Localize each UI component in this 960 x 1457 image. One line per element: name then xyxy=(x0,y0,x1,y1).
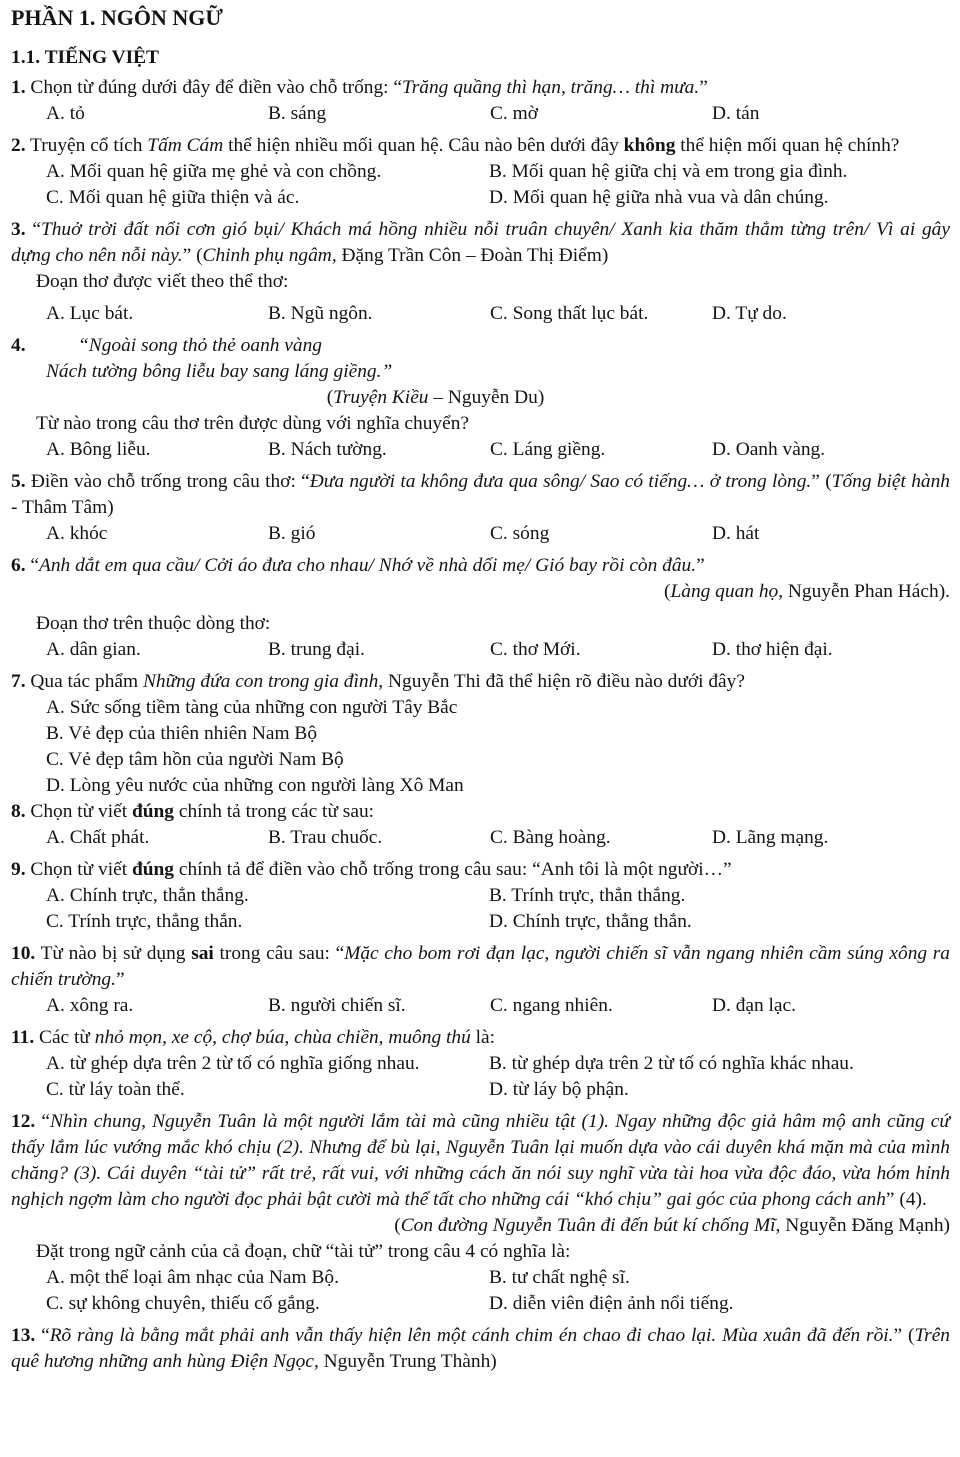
stem-text: Chọn từ viết xyxy=(25,801,132,822)
option-c[interactable]: C. Trính trực, thẳng thắn. xyxy=(46,911,243,932)
option-d[interactable]: D. Tự do. xyxy=(712,303,787,324)
question-number: 12. xyxy=(11,1111,36,1132)
option-b[interactable]: B. sáng xyxy=(268,103,327,124)
stem-text: ” ( xyxy=(182,245,203,266)
stem-quote: Mặc cho bom rơi đạn lạc, người chiến sĩ vẫn ngang nhiên cầm súng xông ra chiến trường. xyxy=(11,943,950,990)
stem-quote: Đưa người ta không đưa qua sông/ Sao có tiếng… ở trong lòng. xyxy=(309,471,812,492)
question-4-options xyxy=(11,437,950,463)
question-number: 4. xyxy=(11,335,26,356)
question-number: 6. xyxy=(11,555,26,576)
option-b[interactable]: B. người chiến sĩ. xyxy=(268,995,406,1016)
question-8-options xyxy=(11,825,950,851)
stem-text: Truyện cổ tích xyxy=(25,135,148,156)
stem-text: ” ( xyxy=(811,471,832,492)
question-11-options-row-2 xyxy=(11,1077,950,1103)
question-number: 1. xyxy=(11,77,26,98)
question-9-stem xyxy=(11,857,950,883)
option-d[interactable]: D. Lòng yêu nước của những con người làng Xô Man xyxy=(46,775,464,796)
section-title: 1.1. TIẾNG VIỆT xyxy=(11,47,159,68)
part-title: PHẦN 1. NGÔN NGỮ xyxy=(11,5,223,30)
stem-emphasis: đúng xyxy=(131,859,174,880)
stem-text: chính tả để điền vào chỗ trống trong câu sau: “Anh tôi là một người…” xyxy=(174,859,732,880)
question-5 xyxy=(11,469,950,547)
question-number: 10. xyxy=(11,943,36,964)
option-b[interactable]: B. Ngũ ngôn. xyxy=(268,303,373,324)
option-a[interactable]: A. một thể loại âm nhạc của Nam Bộ. xyxy=(46,1267,339,1288)
option-b[interactable]: B. gió xyxy=(268,523,316,544)
question-10 xyxy=(11,941,950,1019)
option-c[interactable]: C. Vẻ đẹp tâm hồn của người Nam Bộ xyxy=(46,749,344,770)
question-4-prompt: Từ nào trong câu thơ trên được dùng với nghĩa chuyển? xyxy=(36,413,470,434)
stem-text: ” ( xyxy=(893,1325,915,1346)
option-b[interactable]: B. tư chất nghệ sĩ. xyxy=(489,1267,630,1288)
stem-quote: Anh dắt em qua cầu/ Cởi áo đưa cho nhau/ Nhớ về nhà dối mẹ/ Gió bay rồi còn đâu. xyxy=(39,555,697,576)
stem-text: Các từ xyxy=(34,1027,95,1048)
question-12-options-row-1 xyxy=(11,1265,950,1291)
question-6-stem xyxy=(11,553,950,579)
option-a[interactable]: A. Mối quan hệ giữa mẹ ghẻ và con chồng. xyxy=(46,161,382,182)
option-a[interactable]: A. dân gian. xyxy=(46,639,141,660)
question-13-stem xyxy=(11,1323,950,1375)
option-d[interactable]: D. thơ hiện đại. xyxy=(712,639,833,660)
option-d[interactable]: D. Oanh vàng. xyxy=(712,439,826,460)
question-7 xyxy=(11,669,950,799)
source-text: ( xyxy=(326,387,334,408)
option-c[interactable]: C. thơ Mới. xyxy=(490,639,581,660)
option-a[interactable]: A. tỏ xyxy=(46,103,85,124)
source-title: Con đường Nguyễn Tuân đi đến bút kí chống Mĩ xyxy=(400,1215,776,1236)
stem-text: Chọn từ đúng dưới đây để điền vào chỗ trống: “ xyxy=(25,77,403,98)
stem-text: Từ nào bị sử dụng xyxy=(35,943,192,964)
stem-text: Điền vào chỗ trống trong câu thơ: “ xyxy=(25,471,310,492)
option-d[interactable]: D. diễn viên điện ảnh nổi tiếng. xyxy=(489,1293,734,1314)
question-12-options-row-2 xyxy=(11,1291,950,1317)
option-c[interactable]: C. Láng giềng. xyxy=(490,439,606,460)
option-d[interactable]: D. Mối quan hệ giữa nhà vua và dân chúng. xyxy=(489,187,829,208)
question-number: 9. xyxy=(11,859,26,880)
question-6-source xyxy=(11,579,950,605)
option-a[interactable]: A. xông ra. xyxy=(46,995,134,1016)
question-12-prompt: Đặt trong ngữ cảnh của cả đoạn, chữ “tài tử” trong câu 4 có nghĩa là: xyxy=(36,1241,571,1262)
question-3-prompt: Đoạn thơ được viết theo thể thơ: xyxy=(36,271,289,292)
question-4-line-1 xyxy=(11,333,950,359)
question-number: 2. xyxy=(11,135,26,156)
stem-text: trong câu sau: “ xyxy=(213,943,345,964)
question-6-options xyxy=(11,637,950,663)
source-title: Làng quan họ xyxy=(670,581,779,602)
option-c[interactable]: C. Bàng hoàng. xyxy=(490,827,611,848)
option-c[interactable]: C. sóng xyxy=(490,523,550,544)
question-8-stem xyxy=(11,799,950,825)
question-1 xyxy=(11,75,950,127)
option-b[interactable]: B. Trính trực, thẳn thắng. xyxy=(489,885,686,906)
stem-text: “ xyxy=(25,219,41,240)
option-d[interactable]: D. Lãng mạng. xyxy=(712,827,829,848)
stem-quote: Thuở trời đất nổi cơn gió bụi/ Khách má hồng nhiều nỗi truân chuyên/ Xanh kia thăm thẳm từng trên/ Vì ai gây dựng cho nên nỗi này. xyxy=(11,219,950,266)
stem-text: là: xyxy=(470,1027,495,1048)
question-13 xyxy=(11,1323,950,1375)
stem-title: Trên quê hương những anh hùng Điện Ngọc xyxy=(11,1325,950,1372)
question-number: 5. xyxy=(11,471,26,492)
stem-words: nhỏ mọn, xe cộ, chợ búa, chùa chiền, muông thú xyxy=(94,1027,471,1048)
question-number: 8. xyxy=(11,801,26,822)
question-number: 7. xyxy=(11,671,26,692)
option-b[interactable]: B. Vẻ đẹp của thiên nhiên Nam Bộ xyxy=(46,723,318,744)
stem-text: “ xyxy=(35,1325,50,1346)
question-9-options-row-2 xyxy=(11,909,950,935)
option-a[interactable]: A. Chính trực, thẳn thắng. xyxy=(46,885,249,906)
option-c[interactable]: C. ngang nhiên. xyxy=(490,995,613,1016)
stem-text: , Nguyễn Thi đã thể hiện rõ điều nào dưới đây? xyxy=(378,671,745,692)
option-c[interactable]: C. từ láy toàn thể. xyxy=(46,1079,185,1100)
question-2-options-row-1 xyxy=(11,159,950,185)
question-10-options xyxy=(11,993,950,1019)
source-text: ( xyxy=(394,1215,401,1236)
question-7-stem xyxy=(11,669,950,695)
question-5-stem xyxy=(11,469,950,521)
stem-quote: Nhìn chung, Nguyễn Tuân là một người lắm tài mà cũng nhiều tật (1). Ngay những độc giả hâm mộ anh cũng cứ thấy lắm lúc vướng mắc khó chịu (2). Nhưng để bù lại, Nguyễn Tuân lại muốn dựa vào cái duyên khá mặn mà của mình chăng? (3). Cái duyên “tài tử” rất trẻ, rất vui, với những cách ăn nói suy nghĩ vừa tài hoa vừa độc đáo, vừa hóm hỉnh nghịch ngợm làm cho người đọc phải bật cười mà thể tất cho những cái “khó chịu” gai góc của phong cách anh xyxy=(11,1111,950,1210)
question-3 xyxy=(11,217,950,327)
stem-text: ” xyxy=(699,77,708,98)
option-a[interactable]: A. Lục bát. xyxy=(46,303,134,324)
option-c[interactable]: C. mờ xyxy=(490,103,538,124)
question-1-options xyxy=(11,101,950,127)
stem-quote: Rõ ràng là bằng mắt phải anh vẫn thấy hiện lên một cánh chim én chao đi chao lại. Mùa xuân đã đến rồi. xyxy=(49,1325,894,1346)
question-12 xyxy=(11,1109,950,1317)
stem-text: Chọn từ viết xyxy=(25,859,132,880)
question-12-stem xyxy=(11,1109,950,1213)
option-d[interactable]: D. tán xyxy=(712,103,760,124)
stem-text: Qua tác phẩm xyxy=(25,671,143,692)
option-d[interactable]: D. từ láy bộ phận. xyxy=(489,1079,629,1100)
stem-emphasis: không xyxy=(623,135,676,156)
stem-text: ” xyxy=(115,969,125,990)
option-c[interactable]: C. Song thất lục bát. xyxy=(490,303,649,324)
question-1-stem xyxy=(11,75,950,101)
stem-text: “ xyxy=(25,555,40,576)
stem-text: “ xyxy=(35,1111,50,1132)
stem-title: Những đứa con trong gia đình xyxy=(142,671,379,692)
option-d[interactable]: D. đạn lạc. xyxy=(712,995,796,1016)
option-c[interactable]: C. sự không chuyên, thiếu cố gắng. xyxy=(46,1293,320,1314)
source-text: , Nguyễn Phan Hách). xyxy=(778,581,950,602)
question-4 xyxy=(11,333,950,463)
stem-text: thể hiện mối quan hệ chính? xyxy=(675,135,900,156)
question-11-stem xyxy=(11,1025,950,1051)
stem-title: Chinh phụ ngâm xyxy=(202,245,332,266)
source-title: Truyện Kiều xyxy=(333,387,429,408)
source-text: ( xyxy=(664,581,671,602)
question-9 xyxy=(11,857,950,935)
option-b[interactable]: B. Trau chuốc. xyxy=(268,827,383,848)
option-a[interactable]: A. từ ghép dựa trên 2 từ tố có nghĩa giống nhau. xyxy=(46,1053,420,1074)
question-9-options-row-1 xyxy=(11,883,950,909)
option-d[interactable]: D. Chính trực, thẳng thắn. xyxy=(489,911,692,932)
question-3-options xyxy=(11,301,950,327)
question-number: 11. xyxy=(11,1027,35,1048)
question-4-source xyxy=(11,385,950,411)
question-10-stem xyxy=(11,941,950,993)
option-b[interactable]: B. từ ghép dựa trên 2 từ tố có nghĩa khác nhau. xyxy=(489,1053,854,1074)
option-b[interactable]: B. Mối quan hệ giữa chị và em trong gia đình. xyxy=(489,161,848,182)
option-b[interactable]: B. Nách tường. xyxy=(268,439,387,460)
stem-text: ” xyxy=(696,555,705,576)
option-a[interactable]: A. Bông liễu. xyxy=(46,439,151,460)
question-number: 13. xyxy=(11,1325,36,1346)
option-a[interactable]: A. khóc xyxy=(46,523,108,544)
source-text: , Nguyễn Đăng Mạnh) xyxy=(775,1215,950,1236)
option-d[interactable]: D. hát xyxy=(712,523,760,544)
option-c[interactable]: C. Mối quan hệ giữa thiện và ác. xyxy=(46,187,300,208)
option-a[interactable]: A. Sức sống tiềm tàng của những con người Tây Bắc xyxy=(46,697,458,718)
question-number: 3. xyxy=(11,219,26,240)
stem-text: chính tả trong các từ sau: xyxy=(174,801,375,822)
question-2 xyxy=(11,133,950,211)
stem-text: ” (4). xyxy=(885,1189,927,1210)
stem-emphasis: đúng xyxy=(131,801,174,822)
question-12-source xyxy=(11,1213,950,1239)
question-11-options-row-1 xyxy=(11,1051,950,1077)
stem-quote: Trăng quầng thì hạn, trăng… thì mưa. xyxy=(402,77,700,98)
stem-emphasis: sai xyxy=(191,943,214,964)
poem-line: Nách tường bông liễu bay sang láng giềng.” xyxy=(46,361,393,382)
source-text: – Nguyễn Du) xyxy=(428,387,545,408)
question-3-stem xyxy=(11,217,950,269)
question-2-options-row-2 xyxy=(11,185,950,211)
stem-text: - Thâm Tâm) xyxy=(11,497,114,518)
question-2-stem xyxy=(11,133,950,159)
question-6 xyxy=(11,553,950,663)
stem-title: Tống biệt hành xyxy=(831,471,950,492)
question-11 xyxy=(11,1025,950,1103)
question-6-prompt: Đoạn thơ trên thuộc dòng thơ: xyxy=(36,613,271,634)
stem-text: , Đặng Trần Côn – Đoàn Thị Điểm) xyxy=(331,245,609,266)
option-a[interactable]: A. Chất phát. xyxy=(46,827,150,848)
stem-text: , Nguyễn Trung Thành) xyxy=(313,1351,497,1372)
option-b[interactable]: B. trung đại. xyxy=(268,639,365,660)
question-5-options xyxy=(11,521,950,547)
poem-line: “Ngoài song thỏ thẻ oanh vàng xyxy=(78,335,323,356)
question-8 xyxy=(11,799,950,851)
stem-title: Tấm Cám xyxy=(147,135,224,156)
stem-text: thể hiện nhiều mối quan hệ. Câu nào bên dưới đây xyxy=(223,135,624,156)
